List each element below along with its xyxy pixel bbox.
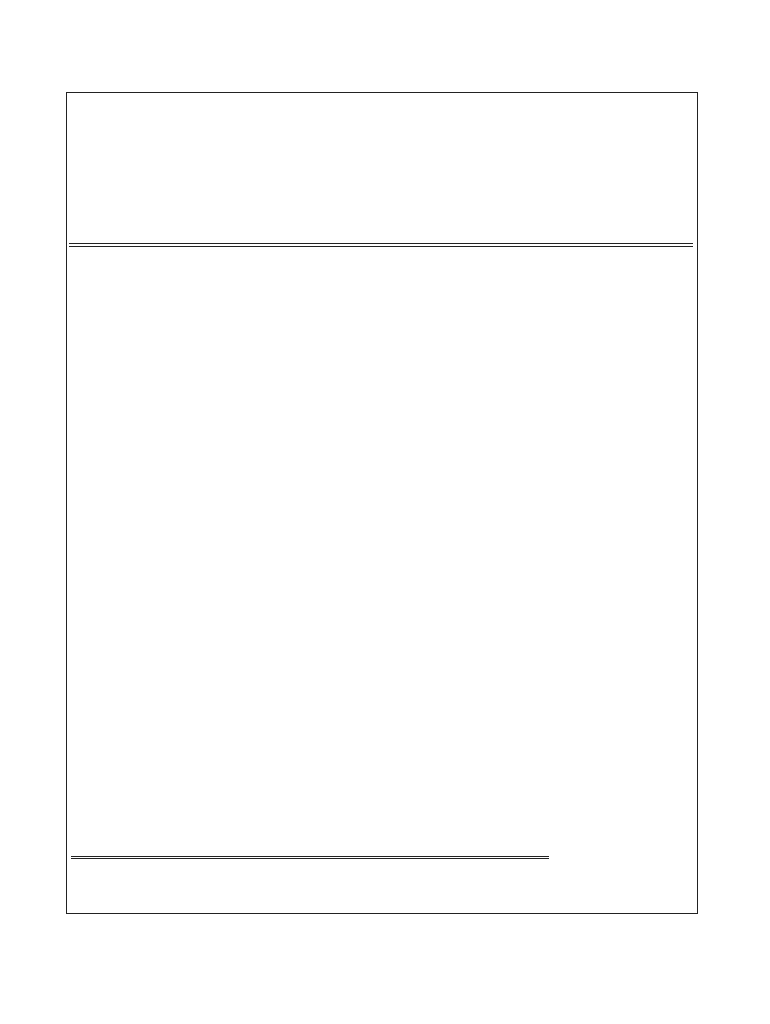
divider (71, 856, 549, 857)
divider (71, 858, 549, 859)
semester-a-column (71, 255, 391, 635)
form-frame (66, 92, 698, 914)
divider (69, 246, 693, 247)
divider (69, 243, 693, 244)
semester-b-column (397, 255, 695, 855)
